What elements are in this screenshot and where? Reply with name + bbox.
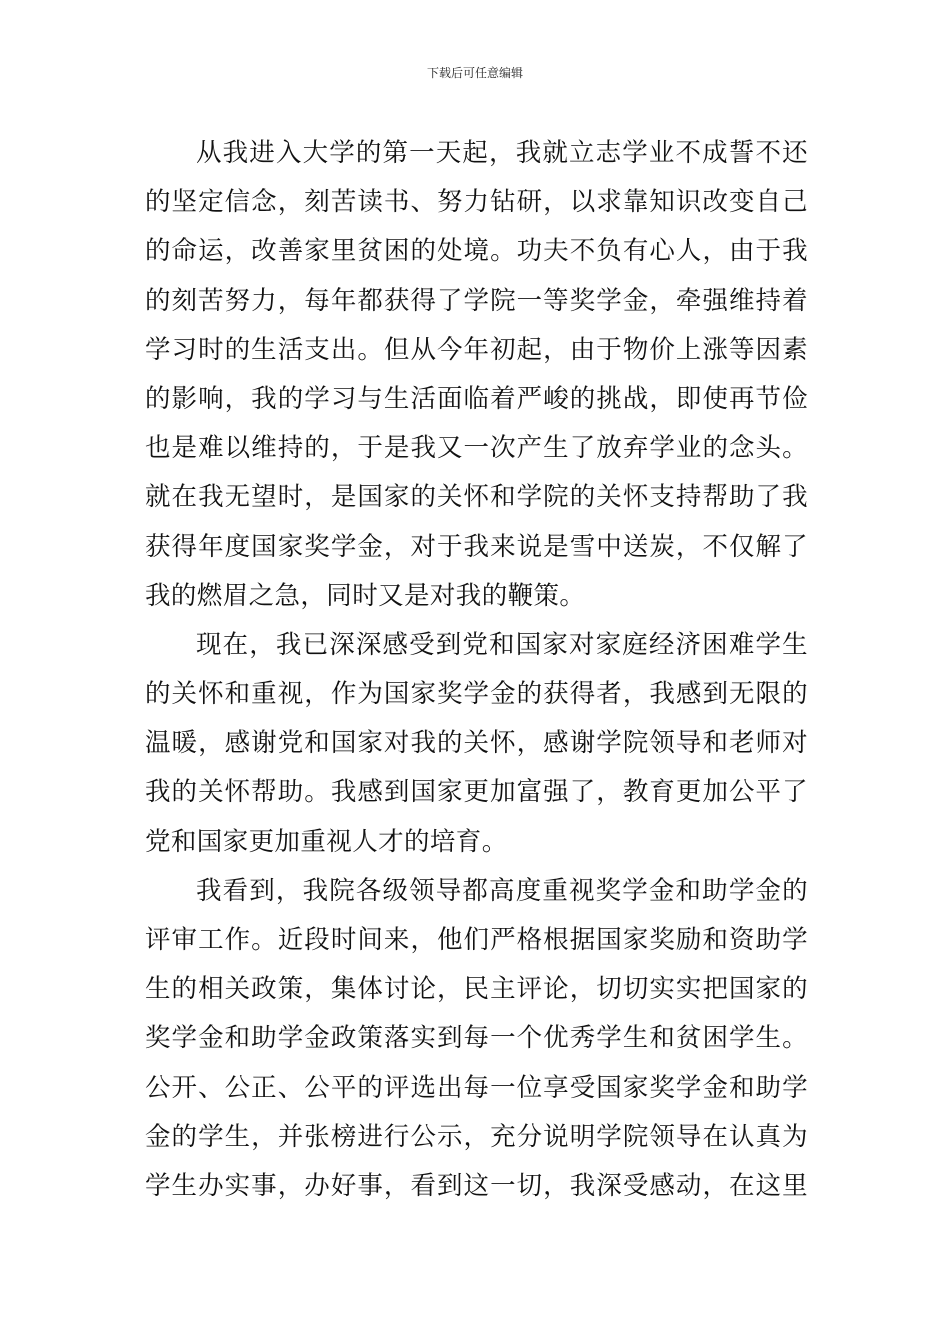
page-header: 下载后可任意编辑 (426, 66, 523, 80)
paragraph-line: 学习时的生活支出。但从今年初起，由于物价上涨等因素 (145, 334, 808, 365)
paragraph-line: 我看到，我院各级领导都高度重视奖学金和助学金的 (196, 875, 808, 906)
paragraph-line: 的坚定信念，刻苦读书、努力钻研，以求靠知识改变自己 (145, 187, 808, 218)
paragraph-line: 就在我无望时，是国家的关怀和学院的关怀支持帮助了我 (145, 482, 808, 513)
paragraph-1 (145, 129, 808, 621)
paragraph-line: 党和国家更加重视人才的培育。 (145, 826, 508, 857)
paragraph-line: 获得年度国家奖学金，对于我来说是雪中送炭，不仅解了 (145, 531, 808, 562)
paragraph-line: 温暖，感谢党和国家对我的关怀，感谢学院领导和老师对 (145, 728, 808, 759)
paragraph-line: 也是难以维持的，于是我又一次产生了放弃学业的念头。 (145, 433, 808, 464)
paragraph-line: 奖学金和助学金政策落实到每一个优秀学生和贫困学生。 (145, 1023, 808, 1054)
paragraph-line: 我的关怀帮助。我感到国家更加富强了，教育更加公平了 (145, 777, 808, 808)
paragraph-line: 评审工作。近段时间来，他们严格根据国家奖励和资助学 (145, 925, 808, 955)
paragraph-3 (145, 867, 808, 1211)
paragraph-line: 的影响，我的学习与生活面临着严峻的挑战，即使再节俭 (145, 383, 808, 414)
paragraph-line: 的关怀和重视，作为国家奖学金的获得者，我感到无限的 (145, 679, 808, 710)
paragraph-line: 学生办实事，办好事，看到这一切，我深受感动，在这里 (145, 1170, 808, 1201)
paragraph-line: 现在，我已深深感受到党和国家对家庭经济困难学生 (196, 629, 808, 660)
paragraph-2 (145, 621, 808, 867)
paragraph-line: 我的燃眉之急，同时又是对我的鞭策。 (145, 580, 586, 611)
paragraph-line: 金的学生，并张榜进行公示，充分说明学院领导在认真为 (145, 1121, 808, 1152)
paragraph-line: 的命运，改善家里贫困的处境。功夫不负有心人，由于我 (145, 236, 808, 267)
paragraph-line: 从我进入大学的第一天起，我就立志学业不成誓不还 (196, 138, 808, 168)
document-body (145, 129, 808, 1211)
paragraph-line: 公开、公正、公平的评选出每一位享受国家奖学金和助学 (145, 1072, 808, 1103)
paragraph-line: 生的相关政策，集体讨论，民主评论，切切实实把国家的 (145, 974, 808, 1005)
paragraph-line: 的刻苦努力，每年都获得了学院一等奖学金，牵强维持着 (145, 285, 808, 316)
